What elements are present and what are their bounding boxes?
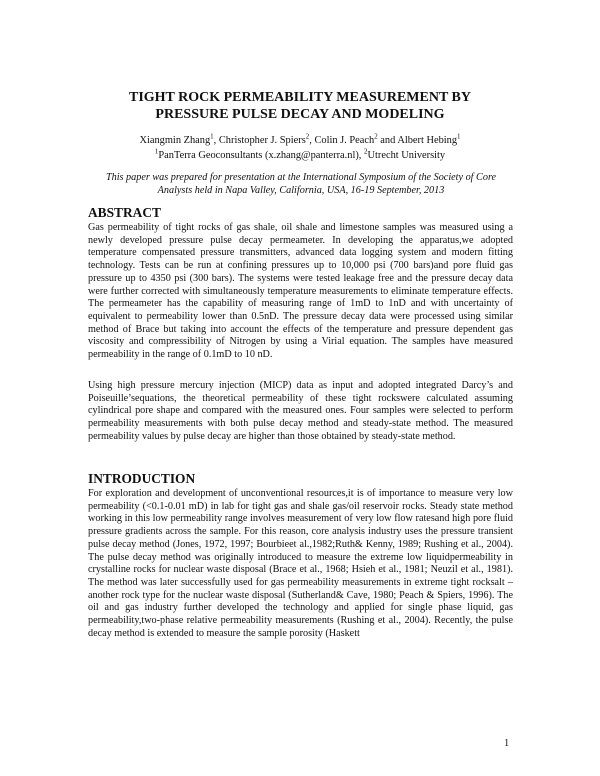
author-name: Christopher J. Spiers bbox=[218, 135, 306, 146]
title-line-1: TIGHT ROCK PERMEABILITY MEASUREMENT BY bbox=[128, 90, 471, 105]
author-affiliation-mark: 1 bbox=[210, 132, 214, 141]
abstract-paragraph: Using high pressure mercury injection (MICP) data as input and adopted integrated Darcy’s and Poiseuille’sequations, the theoretical permeability of these tight rockswere calculated assuming cylindrical pore shape and compared with the measured ones. Four samples were selected to perform permeability measurements with both pulse decay method and steady-state method. The measured permeability values by pulse decay are higher than those obtained by steady-state method. bbox=[88, 380, 513, 442]
abstract-heading: ABSTRACT bbox=[88, 205, 161, 220]
author-affiliation-mark: 2 bbox=[374, 132, 378, 141]
author-separator: , bbox=[309, 135, 315, 146]
affiliation-mark: 1 bbox=[154, 147, 159, 156]
author-separator: and bbox=[377, 135, 398, 146]
introduction-heading: INTRODUCTION bbox=[88, 471, 196, 486]
affiliations bbox=[60, 149, 540, 163]
author-affiliation-mark: 2 bbox=[305, 132, 310, 141]
author-affiliation-mark: 1 bbox=[457, 132, 461, 141]
author-list bbox=[60, 134, 540, 148]
affiliation-utrecht: Utrecht University bbox=[367, 150, 446, 161]
author-name: Colin J. Peach bbox=[314, 135, 375, 146]
abstract-paragraph: Gas permeability of tight rocks of gas shale, oil shale and limestone samples was measured using a newly developed pressure pulse decay permeameter. In developing the apparatus,we adopted temperature compensated pressure transmitters, advanced data logging system and modern fitting technology. Tests can be run at confining pressures up to 10,000 psi (700 bars)and pore fluid gas pressure up to 4350 psi (300 bars). The systems were tested leakage free and the pressure decay data were further corrected with simultaneously temperature measurements to eliminate temperature effects. The permeameter has the capability of measuring range of 1mD to 1nD and with uncertainty of equivalent to permeability lower than 0.5nD. The pressure decay data were processed using similar method of Brace but taking into account the effects of the temperature and pressure dependent gas viscosity and compressibility of Nitrogen by using a Virial equation. The samples have measured permeability in the range of 0.1mD to 10 nD. bbox=[88, 222, 513, 361]
author-name: Albert Hebing bbox=[397, 135, 458, 146]
introduction-paragraph: For exploration and development of unconventional resources,it is of importance to measure very low permeability (<0.1-0.01 mD) in lab for tight gas and shale gas/oil reservoir rocks. Steady state method working in this low permeability range involves measurement of very low flow ratesand high pore fluid pressure gradients across the sample. For this reason, core analysis industry uses the pressure transient pulse decay method (Jones, 1972, 1997; Bourbieet al.,1982;Ruth& Kenny, 1989; Rushing et al., 2004). The pulse decay method was originally introduced to measure the extreme low liquidpermeability in crystalline rocks for nuclear waste disposal (Brace et al., 1968; Hsieh et al., 1981; Neuzil et al., 1981). The method was later successfully used for gas permeability measurements in extreme tight rocksalt –another rock type for the nuclear waste disposal (Sutherland& Cave, 1980; Peach & Spiers, 1996). The oil and gas industry further developed the technology and applied for single phase liquid, gas permeability,two-phase relative permeability measurements (Rushing et al., 2004). Recently, the pulse decay method is extended to measure the sample porosity (Haskett bbox=[88, 488, 513, 639]
affiliation-panterra: PanTerra Geoconsultants (x.zhang@panterra.nl), bbox=[158, 150, 364, 161]
title-line-2: PRESSURE PULSE DECAY AND MODELING bbox=[155, 107, 445, 122]
presentation-note: This paper was prepared for presentation at the International Symposium of the Society of Core Analysts held in Napa Valley, California, USA, 16-19 September, 2013 bbox=[105, 172, 497, 196]
paper-title bbox=[80, 89, 520, 123]
author-name: Xiangmin Zhang bbox=[139, 135, 211, 146]
page-number: 1 bbox=[504, 738, 510, 749]
author-separator: , bbox=[213, 135, 219, 146]
affiliation-mark: 2 bbox=[364, 147, 368, 156]
